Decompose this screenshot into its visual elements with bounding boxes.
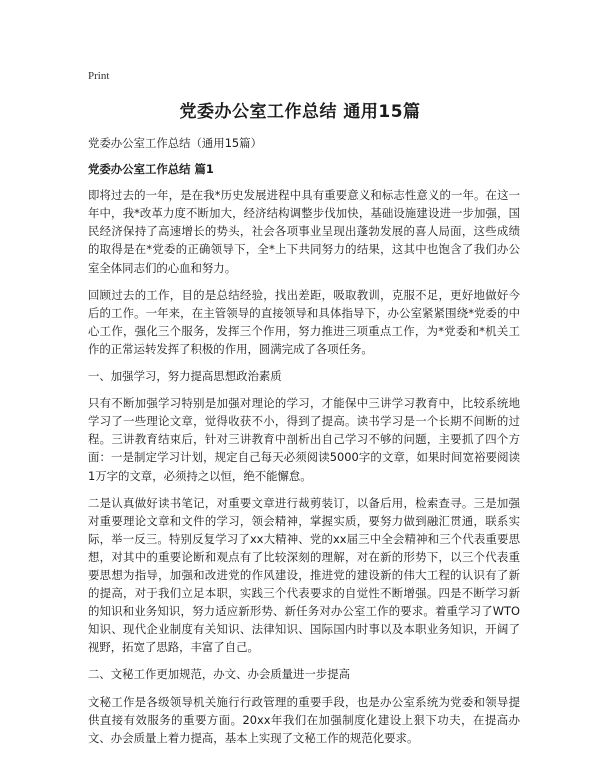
paragraph-intro: 即将过去的一年，是在我*历史发展进程中具有重要意义和标志性意义的一年。在这一年中，我*改革力度不断加大，经济结构调整步伐加快，基础设施建设进一步加强，国民经济保持了高速增长的势头，社会各项事业呈现出蓬勃发展的喜人局面，这些成绩的取得是在*党委的正确领导下，全*上下共同努力的结果，这其中也饱含了我们办公室全体同志们的心血和努力。 <box>88 188 520 275</box>
print-link[interactable]: Print <box>88 70 110 82</box>
document-body <box>88 134 520 756</box>
paragraph-review: 回顾过去的工作，目的是总结经验，找出差距，吸取教训，克服不足，更好地做好今后的工作。一年来，在主管领导的直接领导和具体指导下，办公室紧紧围绕*党委的中心工作，强化三个服务，发挥三个作用，努力推进三项重点工作，为*党委和*机关工作的正常运转发挥了积极的作用，圆满完成了各项任务。 <box>88 287 520 356</box>
heading-study: 一、加强学习，努力提高思想政治素质 <box>88 369 282 384</box>
paragraph-secretarial: 文秘工作是各级领导机关施行行政管理的重要手段，也是办公室系统为党委和领导提供直接有效服务的重要方面。20xx年我们在加强制度化建设上狠下功夫，在提高办文、办会质量上着力提高，基本上实现了文秘工作的规范化要求。 <box>88 694 520 745</box>
section-title: 党委办公室工作总结 篇1 <box>88 162 214 177</box>
paragraph-study-2: 二是认真做好读书笔记，对重要文章进行裁剪装订，以备后用，检索查寻。三是加强对重要理论文章和文件的学习，领会精神，掌握实质，要努力做到融汇贯通，联系实际，举一反三。特别反复学习了xx大精神、党的xx届三中全会精神和三个代表重要思想，对其中的重要论断和观点有了比较深刻的理解，对在新的形势下，以三个代表重要思想为指导，加强和改进党的作风建设，推进党的建设新的伟大工程的认识有了新的提高，对于我们立足本职，实践三个代表要求的自觉性不断增强。四是不断学习新的知识和业务知识，努力适应新形势、新任务对办公室工作的要求。着重学习了WTO知识、现代企业制度有关知识、法律知识、国际国内时事以及本职业务知识，开阔了视野，拓宽了思路，丰富了自己。 <box>88 495 520 655</box>
page-title: 党委办公室工作总结 通用15篇 <box>179 102 421 122</box>
document-subtitle: 党委办公室工作总结（通用15篇） <box>88 136 262 150</box>
paragraph-study-1: 只有不断加强学习特别是加强对理论的学习，才能保中三讲学习教育中，比较系统地学习了一些理论文章，觉得收获不小，得到了提高。读书学习是一个长期不间断的过程。三讲教育结束后，针对三讲教育中剖析出自己学习不够的问题，主要抓了四个方面：一是制定学习计划，规定自己每天必须阅读5000字的文章，如果时间宽裕要阅读1万字的文章，必须持之以恒，绝不能懈怠。 <box>88 396 520 483</box>
heading-secretarial: 二、文秘工作更加规范，办文、办会质量进一步提高 <box>88 667 350 682</box>
